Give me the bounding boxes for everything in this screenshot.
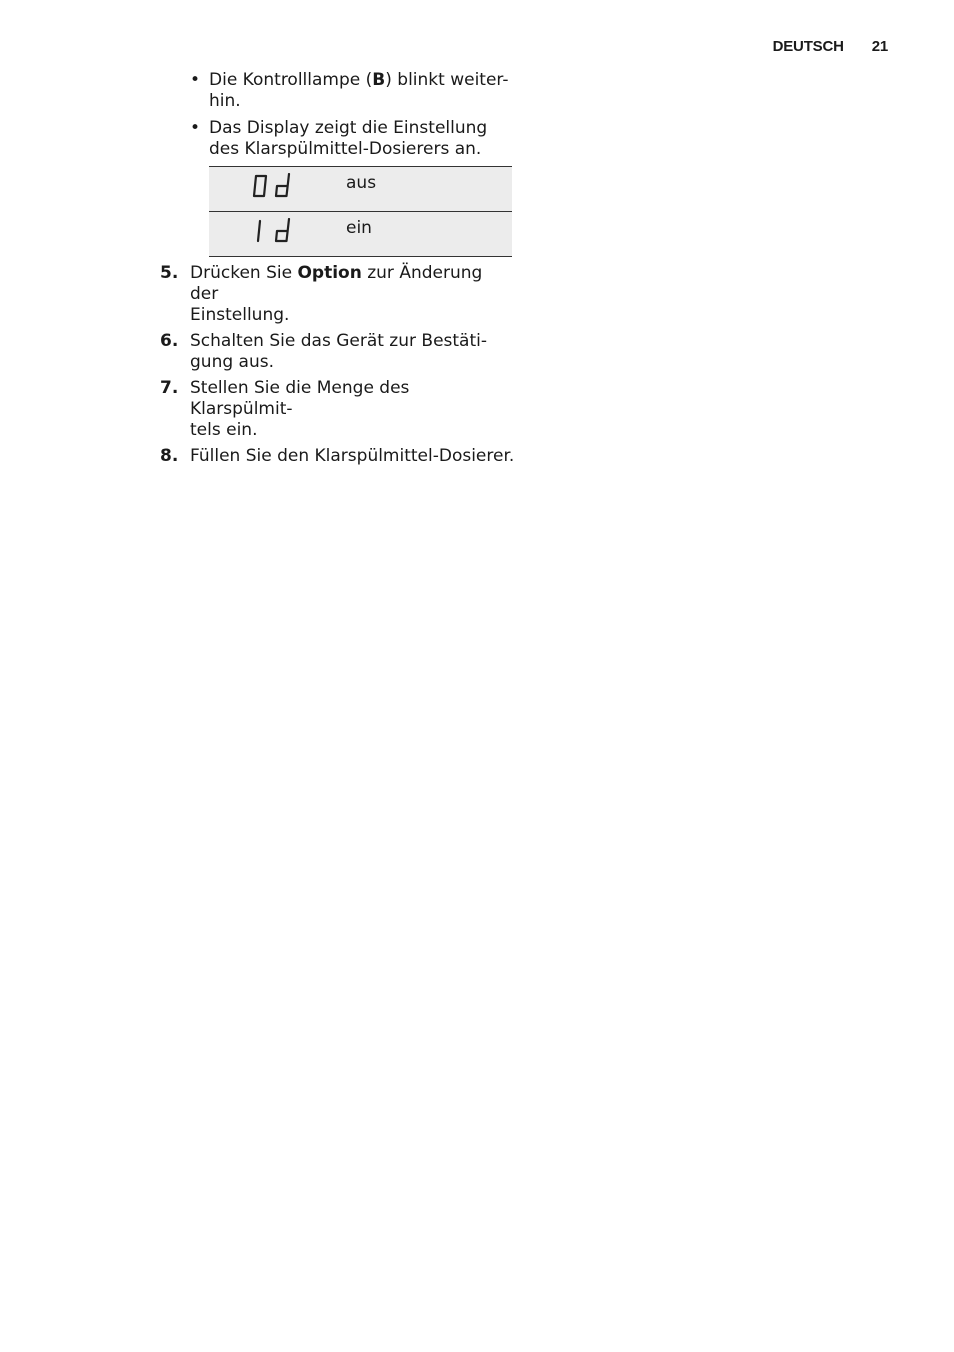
display-label: aus (346, 167, 512, 212)
indicator-letter: B (372, 70, 386, 90)
page-number: 21 (871, 38, 888, 55)
step-item: 5. Drücken Sie Option zur Änderung der Einstellung. (160, 263, 483, 325)
display-code-1d (209, 212, 346, 257)
seven-segment-0d-icon (251, 173, 293, 199)
page-header (773, 38, 888, 55)
display-code-0d (209, 167, 346, 212)
header-language: DEUTSCH (772, 38, 844, 55)
step-number: 6. (160, 331, 179, 351)
seven-segment-1d-icon (251, 218, 293, 244)
step-item: 6. Schalten Sie das Gerät zur Bestäti- gung aus. (160, 331, 487, 372)
step-list (160, 263, 515, 467)
step-item: 7. Stellen Sie die Menge des Klarspülmit- tels ein. (160, 378, 410, 440)
bullet-list (160, 70, 515, 160)
bullet-item: • Das Display zeigt die Einstellung des Klarspülmittel-Dosierers an. (190, 118, 488, 159)
step-item: 8. Füllen Sie den Klarspülmittel-Dosierer. (160, 446, 515, 466)
step-number: 8. (160, 446, 179, 466)
table-row (209, 167, 512, 212)
bullet-item: • Die Kontrolllampe (B) blinkt weiter- hin. (190, 70, 509, 111)
display-setting-table (209, 166, 512, 257)
step-number: 7. (160, 378, 179, 398)
display-label: ein (346, 212, 512, 257)
bullet-dot: • (190, 70, 201, 90)
step-number: 5. (160, 263, 179, 283)
table-row (209, 212, 512, 257)
page-content (160, 70, 515, 472)
option-button-label: Option (297, 263, 362, 283)
bullet-dot: • (190, 118, 201, 138)
